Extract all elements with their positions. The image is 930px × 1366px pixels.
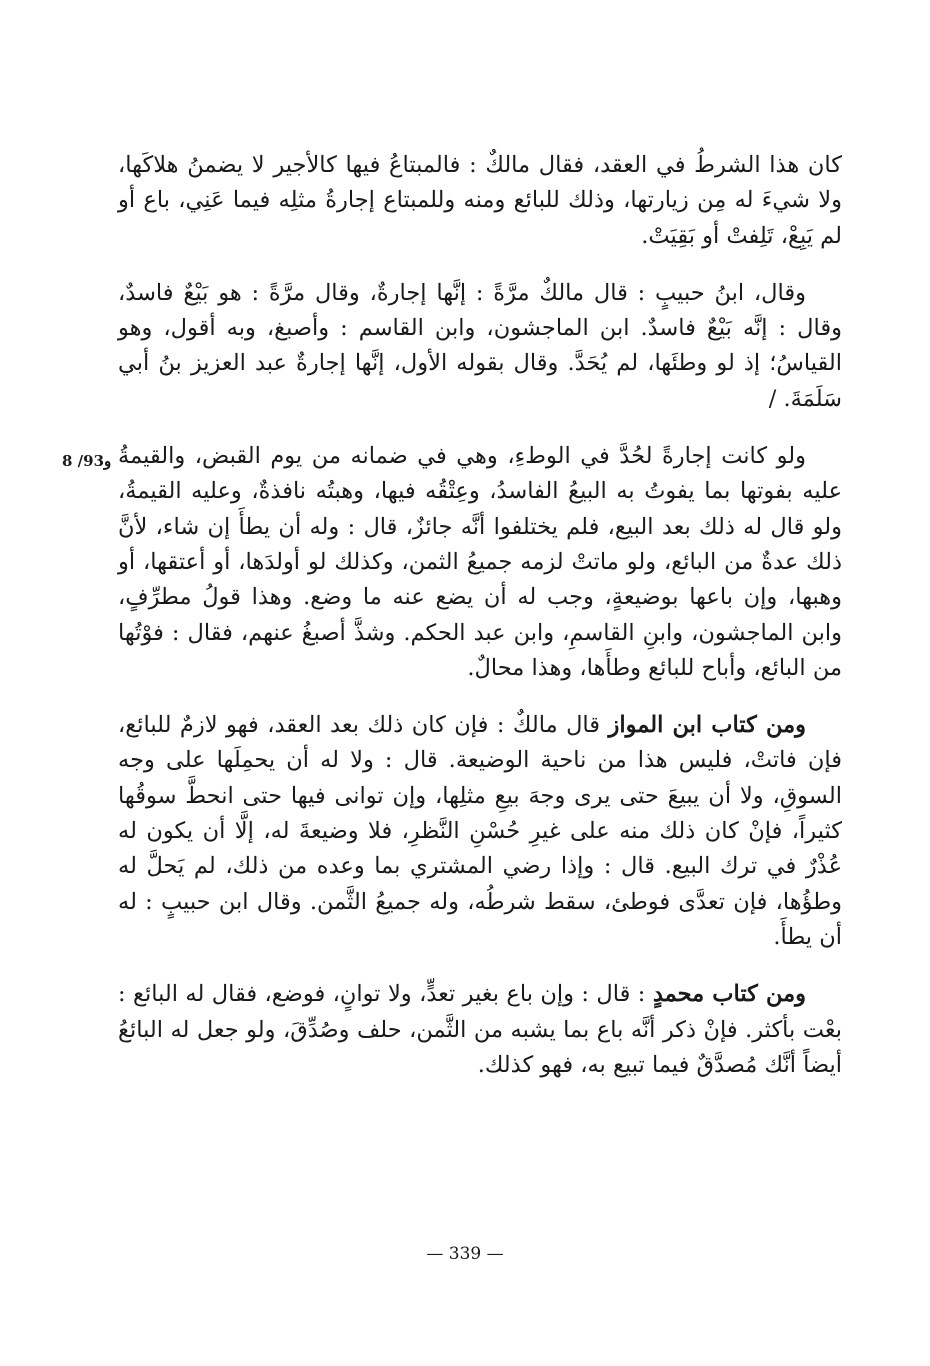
paragraph-2: [118, 276, 842, 417]
page-number: — 339 —: [426, 1244, 504, 1264]
paragraph-5: [118, 977, 842, 1083]
paragraph-3-text: ولو كانت إجارةً لحُدَّ في الوطءِ، وهي في ضمانه من يوم القبض، والقيمةُ عليه بفوتها بما يفوتُ به البيعُ الفاسدُ، وعِتْقُه فيها، وهبتُه نافذةٌ، وعليه القيمةُ، ولو قال له ذلك بعد البيع، فلم يختلفوا أنَّه جائزٌ، قال : وله أن يطأَ إن شاء، لأنَّ ذلك عدةٌ من البائع، ولو ماتتْ لزمه جميعُ الثمن، وكذلك لو أولدَها، أو أعتقها، أو وهبها، وإن باعها بوضيعةٍ، وجب له أن يضع عنه ما وضع. وهذا قولُ مطرِّفٍ، وابن الماجشون، وابنِ القاسمِ، وابن عبد الحكم. وشذَّ أصبغُ عنهم، فقال : فوْتُها من البائع، وأباح للبائع وطأَها، وهذا محالٌ.: [118, 443, 842, 681]
paragraph-4-text: قال مالكٌ : فإن كان ذلك بعد العقد، فهو لازمٌ للبائع، فإن فاتتْ، فليس هذا من ناحية الوضيعة. قال : ولا له أن يحمِلَها على وجه السوقِ، ولا أن يبيعَ حتى يرى وجهَ بيعِ مثلِها، وإن توانى فيها حتى انحطَّ سوقُها كثيراً، فإنْ كان ذلك منه على غيرِ حُسْنِ النَّظرِ، فلا وضيعةَ له، إلَّا أن يكون له عُذْرٌ في ترك البيع. قال : وإذا رضي المشتري بما وعده من ذلك، لم يَحلَّ له وطؤُها، فإن تعدَّى فوطئ، سقط شرطُه، وله جميعُ الثَّمن. وقال ابن حبيبٍ : له أن يطأَ.: [118, 712, 842, 950]
paragraph-3: [118, 439, 842, 686]
paragraph-5-lead: ومن كتاب محمدٍ: [652, 981, 806, 1008]
margin-folio-note: 8 /93و: [62, 452, 112, 470]
paragraph-4: [118, 708, 842, 955]
paragraph-2-text: وقال، ابنُ حبيبٍ : قال مالكٌ مرَّةً : إنَّها إجارةٌ، وقال مرَّةً : هو بَيْعٌ فاسدٌ، وقال : إنَّه بَيْعٌ فاسدٌ. ابن الماجشون، وابن القاسم : وأصبغ، وبه أقول، وهو القياسُ؛ إذ لو وطئَها، لم يُحَدَّ. وقال بقوله الأول، إنَّها إجارةٌ عبد العزيز بنُ أبي سَلَمَةَ. /: [118, 279, 842, 412]
body-text: [118, 148, 842, 1083]
paragraph-4-lead: ومن كتاب ابن المواز: [608, 712, 806, 739]
paragraph-5-text: : قال : وإن باع بغير تعدٍّ، ولا توانٍ، فوضع، فقال له البائع : بعْت بأكثر. فإنْ ذكر أنَّه باع بما يشبه من الثَّمن، حلف وصُدِّقَ، ولو جعل له البائعُ أيضاً أنَّك مُصدَّقٌ فيما تبيع به، فهو كذلك.: [118, 981, 842, 1078]
paragraph-1: [118, 148, 842, 254]
paragraph-1-text: كان هذا الشرطُ في العقد، فقال مالكٌ : فالمبتاعُ فيها كالأجير لا يضمنُ هلاكَها، ولا شيءَ له مِن زيارتها، وذلك للبائع ومنه وللمبتاع إجارةُ مثلِه فيما عَنِي، باع أو لم يَبِعْ، تَلِفتْ أو بَقِيَتْ.: [118, 152, 842, 249]
